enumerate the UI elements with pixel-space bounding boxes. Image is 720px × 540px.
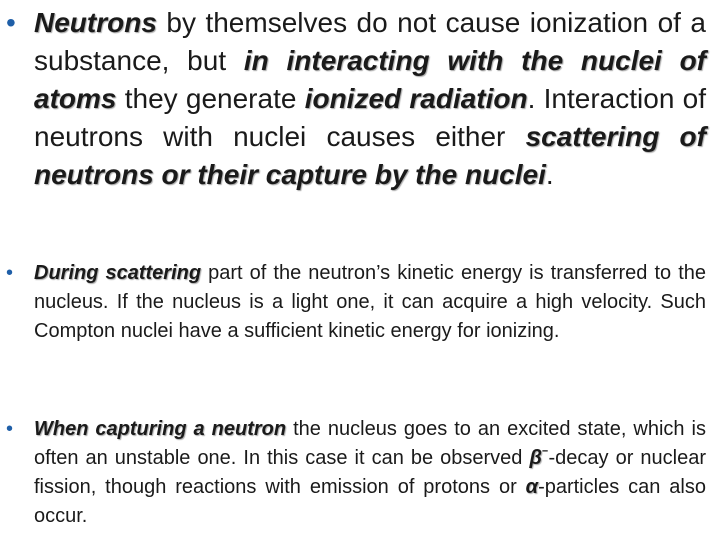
term-ionized-radiation: ionized radiation [304,83,528,114]
bullet-text: ˉ-decay or nuclear fission, though reactions with emission of protons or [34,447,706,498]
bullet-text: -particles can also occur. [34,476,706,527]
bullet-text: by themselves do not cause ionization of a substance, but [34,7,706,76]
term-alpha: α [525,476,539,498]
bullet-marker: • [6,262,14,284]
bullet-marker: • [6,7,16,38]
bullet-text: they generate [116,83,305,114]
bullet-scattering [6,259,706,346]
bullet-text: part of the neutron’s kinetic energy is transferred to the nucleus. If the nucleus is a light one, it can acquire a high velocity. Such Compton nuclei have a sufficient kinetic energy for ionizing. [34,262,706,342]
term-beta: β [529,447,542,469]
term-neutrons: Neutrons [34,7,157,38]
term-during-scattering: During scattering [34,262,202,284]
bullet-text: . Interaction of neutrons with nuclei causes either [34,83,706,152]
bullet-text: . [545,159,554,190]
bullet-capture [6,415,706,531]
bullet-text: the nucleus goes to an excited state, which is often an unstable one. In this case it can be observed [34,418,706,469]
bullet-neutron-interaction [6,4,707,194]
term-interacting-with-nuclei: in interacting with the nuclei of atoms [34,45,707,114]
term-scattering-or-capture: scattering of neutrons or their capture by the nuclei [34,121,706,190]
term-when-capturing: When capturing a neutron [34,418,287,440]
bullet-marker: • [6,418,14,440]
